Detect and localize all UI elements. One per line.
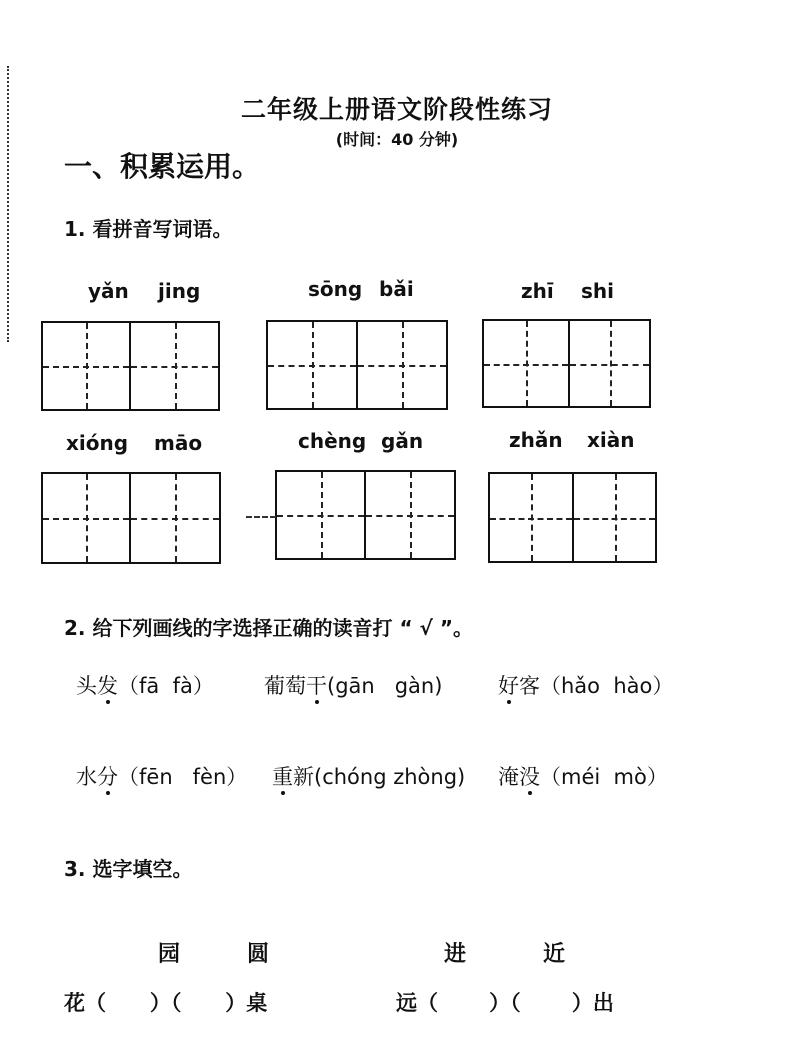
fill-blank-2[interactable]: 远（ ）（ ）出 [396, 991, 614, 1015]
reading-options: （fēn fèn） [118, 765, 248, 789]
pinyin-6a: zhǎn [509, 428, 563, 452]
reading-item: 葡萄干(gān gàn) [264, 674, 443, 698]
writing-grid-cell[interactable] [275, 470, 366, 560]
marked-char: 发 [97, 674, 118, 698]
writing-grid-cell[interactable] [572, 472, 657, 563]
writing-grid-cell[interactable] [41, 472, 131, 564]
pinyin-6b: xiàn [587, 428, 635, 452]
reading-options: （hǎo hào） [540, 674, 674, 698]
pinyin-2b: bǎi [379, 277, 414, 301]
marked-char: 干 [306, 674, 327, 698]
reading-item: 重新(chóng zhòng) [272, 765, 466, 789]
writing-grid-cell[interactable] [41, 321, 131, 411]
reading-item: 水分（fēn fèn） [76, 765, 248, 789]
pinyin-5b: gǎn [381, 429, 424, 453]
question-2-title: 2. 给下列画线的字选择正确的读音打 “ √ ”。 [64, 616, 473, 640]
pinyin-4a: xióng [66, 431, 129, 455]
pinyin-3a: zhī [521, 279, 554, 303]
choice-char: 圆 [247, 942, 270, 967]
pinyin-5a: chèng [298, 429, 367, 453]
page-title: 二年级上册语文阶段性练习 [240, 95, 553, 124]
writing-grid-cell[interactable] [356, 320, 448, 410]
reading-options: （fā fà） [118, 674, 214, 698]
writing-grid-cell[interactable] [266, 320, 358, 410]
pinyin-1b: jing [158, 279, 201, 303]
choice-char: 园 [158, 942, 181, 967]
pinyin-3b: shi [581, 279, 614, 303]
page-subtitle: (时间：40 分钟) [335, 130, 459, 149]
marked-char: 重 [272, 765, 293, 789]
writing-grid-cell[interactable] [568, 319, 651, 408]
reading-item: 好客（hǎo hào） [498, 674, 674, 698]
writing-grid-cell[interactable] [364, 470, 456, 560]
pinyin-1a: yǎn [88, 279, 129, 303]
reading-options: (gān gàn) [327, 674, 443, 698]
marked-char: 没 [519, 765, 540, 789]
writing-grid-cell[interactable] [482, 319, 570, 408]
choice-char: 近 [543, 942, 566, 967]
pinyin-4b: māo [154, 431, 203, 455]
writing-grid-cell[interactable] [488, 472, 574, 563]
marked-char: 分 [97, 765, 118, 789]
question-1-title: 1. 看拼音写词语。 [64, 217, 233, 241]
reading-options: (chóng zhòng) [314, 765, 466, 789]
reading-item: 淹没（méi mò） [498, 765, 668, 789]
fill-blank-1[interactable]: 花（ ）（ ）桌 [64, 991, 268, 1015]
writing-grid-cell[interactable] [129, 472, 221, 564]
marked-char: 好 [498, 674, 519, 698]
reading-item: 头发（fā fà） [76, 674, 214, 698]
reading-options: （méi mò） [540, 765, 668, 789]
pinyin-2a: sōng [308, 277, 363, 301]
section-heading: 一、积累运用。 [64, 150, 261, 183]
writing-grid-cell[interactable] [129, 321, 220, 411]
question-3-title: 3. 选字填空。 [64, 857, 193, 881]
stray-dashed-mark [246, 516, 276, 518]
choice-char: 进 [444, 942, 467, 967]
